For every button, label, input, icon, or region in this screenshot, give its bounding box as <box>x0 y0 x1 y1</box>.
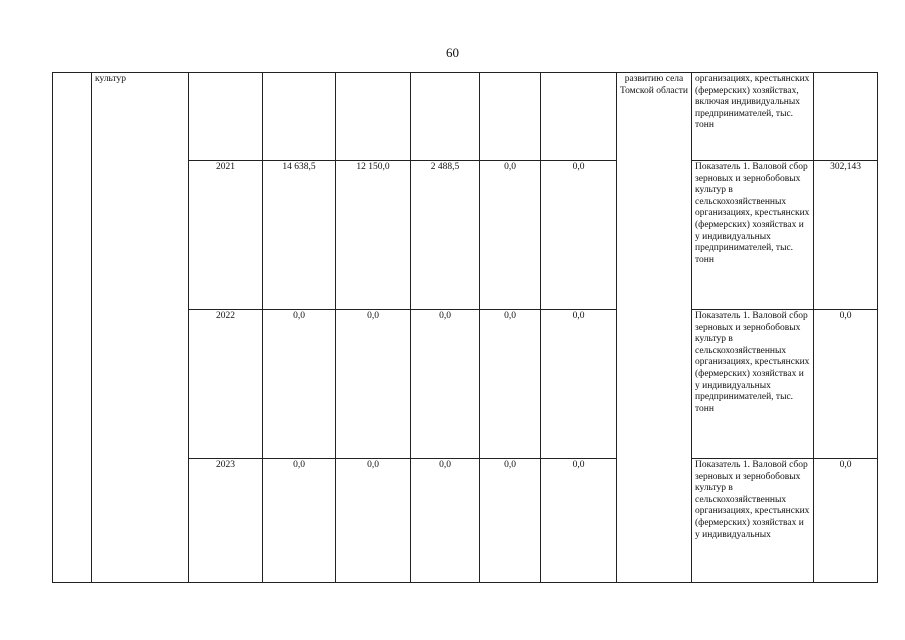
federal-budget-cell: 0,0 <box>336 310 411 459</box>
regional-budget-cell: 0,0 <box>411 459 480 583</box>
local-budget-cell: 0,0 <box>480 161 541 310</box>
total-funding-cell: 0,0 <box>263 459 336 583</box>
year-cell: 2021 <box>189 161 263 310</box>
federal-budget-cell: 0,0 <box>336 459 411 583</box>
other-sources-cell: 0,0 <box>541 161 617 310</box>
other-sources-cell: 0,0 <box>541 459 617 583</box>
federal-budget-cell <box>336 73 411 161</box>
indicator-value-cell <box>814 73 878 161</box>
local-budget-cell: 0,0 <box>480 459 541 583</box>
indicator-cell: Показатель 1. Валовой сбор зерновых и зернобобовых культур в сельскохозяйственных организациях, крестьянских (фермерских) хозяйствах и у индивидуальных предпринимателей, тыс. тонн <box>692 310 814 459</box>
year-cell: 2023 <box>189 459 263 583</box>
indicator-value-cell: 0,0 <box>814 310 878 459</box>
total-funding-cell: 0,0 <box>263 310 336 459</box>
year-cell <box>189 73 263 161</box>
indicator-cell: организациях, крестьянских (фермерских) хозяйствах, включая индивидуальных предпринимателей, тыс. тонн <box>692 73 814 161</box>
indicator-value-cell: 302,143 <box>814 161 878 310</box>
total-funding-cell: 14 638,5 <box>263 161 336 310</box>
year-cell: 2022 <box>189 310 263 459</box>
local-budget-cell <box>480 73 541 161</box>
regional-budget-cell <box>411 73 480 161</box>
local-budget-cell: 0,0 <box>480 310 541 459</box>
program-name-cell: развитию села Томской области <box>617 73 692 583</box>
federal-budget-cell: 12 150,0 <box>336 161 411 310</box>
other-sources-cell <box>541 73 617 161</box>
program-table <box>52 72 878 583</box>
table-row <box>53 73 878 161</box>
other-sources-cell: 0,0 <box>541 310 617 459</box>
indicator-cell: Показатель 1. Валовой сбор зерновых и зернобобовых культур в сельскохозяйственных организациях, крестьянских (фермерских) хозяйствах и у индивидуальных <box>692 459 814 583</box>
page-number: 60 <box>446 45 459 60</box>
row-number-cell <box>53 73 92 583</box>
regional-budget-cell: 2 488,5 <box>411 161 480 310</box>
regional-budget-cell: 0,0 <box>411 310 480 459</box>
task-name-cell: культур <box>92 73 189 583</box>
indicator-value-cell: 0,0 <box>814 459 878 583</box>
indicator-cell: Показатель 1. Валовой сбор зерновых и зернобобовых культур в сельскохозяйственных организациях, крестьянских (фермерских) хозяйствах и у индивидуальных предпринимателей, тыс. тонн <box>692 161 814 310</box>
total-funding-cell <box>263 73 336 161</box>
